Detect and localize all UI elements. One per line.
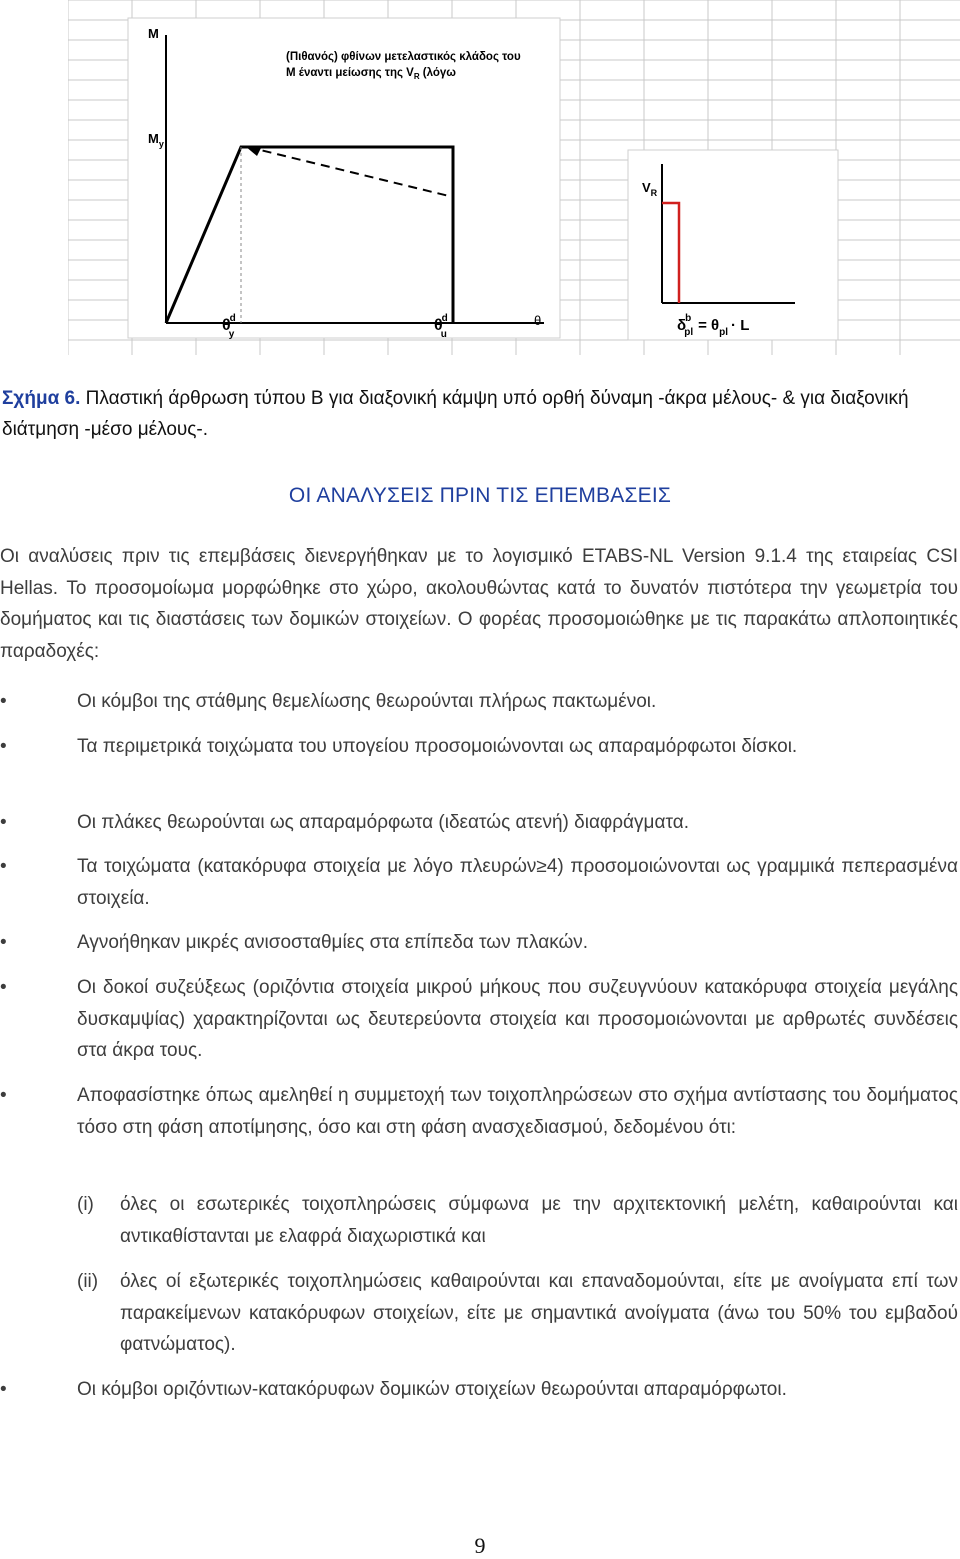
bullet-dot: • xyxy=(0,691,7,712)
sub-item-text: όλες οί εξωτερικές τοιχοπλημώσεις καθαιρούνται και επαναδομούνται, είτε με ανοίγματα επί των παρακείμενων κατακόρυφων στοιχείων, είτε με σημαντικά ανοίγματα (άνω του 50% του εμβαδού φατνώματος). xyxy=(120,1271,958,1355)
figure-hinge-diagram xyxy=(68,0,960,360)
x-axis-label-theta: θ xyxy=(534,313,542,328)
list-item-text: Οι πλάκες θεωρούνται ως απαραμόρφωτα (ιδεατώς ατενή) διαφράγματα. xyxy=(77,812,689,833)
annotation-text: (Πιθανός) φθίνων μετελαστικός κλάδος του xyxy=(286,51,521,63)
page-number: 9 xyxy=(474,1533,486,1558)
y-axis-label-M: M xyxy=(148,26,159,41)
bullet-dot: • xyxy=(0,856,7,877)
list-item-text: Αγνοήθηκαν μικρές ανισοσταθμίες στα επίπεδα των πλακών. xyxy=(77,932,589,953)
bullet-dot: • xyxy=(0,977,7,998)
bullet-dot: • xyxy=(0,736,7,757)
theta-u-label: θd u xyxy=(434,313,448,340)
list-item-text: Οι δοκοί συζεύξεως (οριζόντια στοιχεία μικρού μήκους που συζευγνύουν κατακόρυφα στοιχεία μεγάλης δυσκαμψίας) χαρακτηρίζονται ως δευτερεύοντα στοιχεία και προσομοιώνονται με αρθρωτές συνδέσεις στα άκρα τους. xyxy=(77,977,958,1061)
right-plot-area xyxy=(628,150,838,340)
annotation-text-line2: Μ έναντι μείωσης της $V_R$ (λόγω xyxy=(286,67,457,81)
section-heading: ΟΙ ΑΝΑΛΥΣΕΙΣ ΠΡΙΝ ΤΙΣ ΕΠΕΜΒΑΣΕΙΣ xyxy=(288,484,672,507)
intro-paragraph: Οι αναλύσεις πριν τις επεμβάσεις διενεργήθηκαν με το λογισμικό ETABS-NL Version 9.1.4 της εταιρείας CSI Hellas. Το προσομοίωμα μορφώθηκε στο χώρο, ακολουθώντας κατά το δυνατόν πιστότερα την γεωμετρία του δομήματος και τις διαστάσεις των δομικών στοιχείων. Ο φορέας προσομοιώθηκε με τις παρακάτω απλοποιητικές παραδοχές: xyxy=(0,546,958,662)
my-label: $M_y$ xyxy=(148,131,164,149)
list-item-text: Αποφασίστηκε όπως αμεληθεί η συμμετοχή των τοιχοπληρώσεων στο σχήμα αντίστασης του δομήματος τόσο στη φάση αποτίμησης, όσο και στη φάση ανασχεδιασμού, δεδομένου ότι: xyxy=(77,1085,958,1138)
figure-caption xyxy=(2,383,954,445)
sub-item-number: (ii) xyxy=(77,1271,99,1292)
list-item-text: Τα τοιχώματα (κατακόρυφα στοιχεία με λόγο πλευρών≥4) προσομοιώνονται ως γραμμικά πεπερασμένα στοιχεία. xyxy=(77,856,958,909)
sub-item-text: όλες οι εσωτερικές τοιχοπληρώσεις σύμφωνα με την αρχιτεκτονική μελέτη, καθαιρούνται και αντικαθίστανται με ελαφρά διαχωριστικά και xyxy=(120,1194,958,1247)
bullet-dot: • xyxy=(0,1085,7,1106)
vr-label: $V_R$ xyxy=(642,180,658,198)
caption-label: Σχήμα 6. xyxy=(2,388,81,409)
bullet-dot: • xyxy=(0,932,7,953)
left-plot-area xyxy=(128,18,560,338)
delta-pl-formula: δb pl = $\theta_{pl} \cdot L$ xyxy=(677,313,750,338)
theta-y-label: θd y xyxy=(222,313,236,340)
sub-item-number: (i) xyxy=(77,1194,94,1215)
list-item-text: Οι κόμβοι οριζόντιων-κατακόρυφων δομικών στοιχείων θεωρούνται απαραμόρφωτοι. xyxy=(77,1379,787,1400)
caption-text: Πλαστική άρθρωση τύπου Β για διαξονική κάμψη υπό ορθή δύναμη -άκρα μέλους- & για διαξονική διάτμηση -μέσο μέλους-. xyxy=(2,388,909,440)
list-item-text: Τα περιμετρικά τοιχώματα του υπογείου προσομοιώνονται ως απαραμόρφωτοι δίσκοι. xyxy=(77,736,798,757)
bullet-dot: • xyxy=(0,812,7,833)
list-item-text: Οι κόμβοι της στάθμης θεμελίωσης θεωρούνται πλήρως πακτωμένοι. xyxy=(77,691,657,712)
bullet-dot: • xyxy=(0,1379,7,1400)
